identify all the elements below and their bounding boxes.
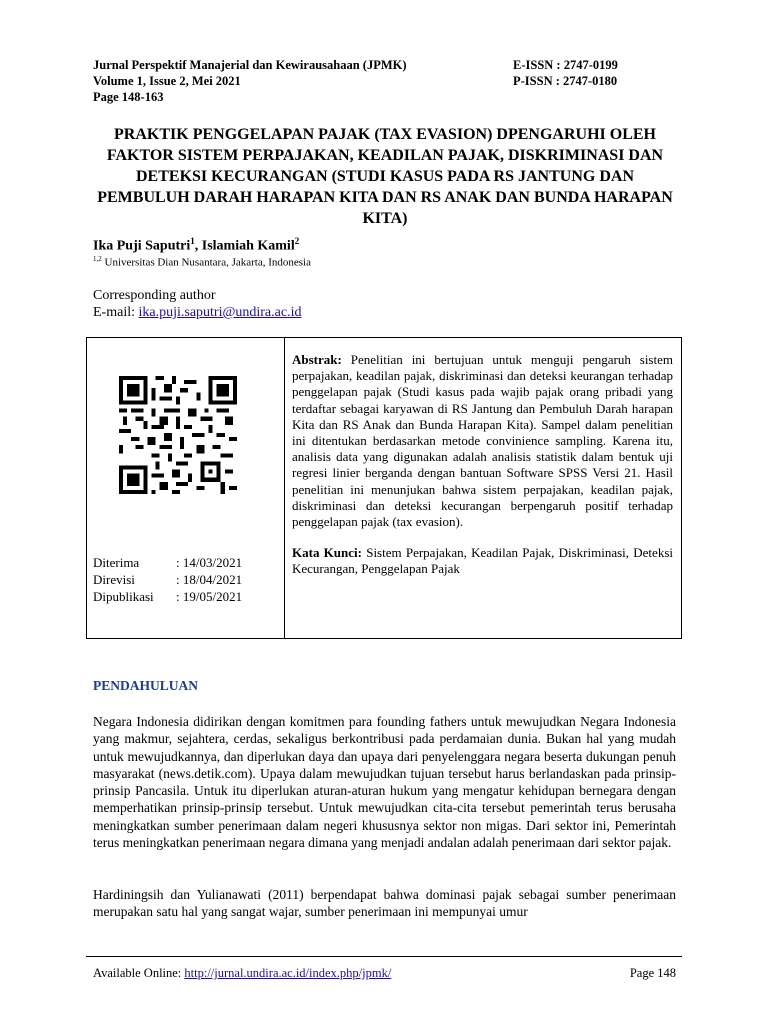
corresponding-author — [93, 287, 301, 321]
email-line — [93, 304, 301, 321]
affiliation-text: Universitas Dian Nusantara, Jakarta, Indonesia — [101, 256, 311, 269]
affiliation-sup: 1,2 — [93, 255, 102, 263]
author-2: Islamiah Kamil — [201, 238, 295, 254]
abstract-divider — [284, 338, 285, 638]
date-value: : 19/05/2021 — [176, 589, 243, 604]
eissn: E-ISSN : 2747-0199 — [513, 58, 618, 72]
footer-page-number: Page 148 — [629, 966, 676, 980]
abstract-label: Abstrak: — [292, 352, 342, 367]
author-1: Ika Puji Saputri — [93, 238, 191, 254]
author-1-sup: 1 — [190, 236, 195, 246]
abstract-body — [292, 352, 673, 530]
keywords — [292, 545, 673, 577]
footer-url-link[interactable]: http://jurnal.undira.ac.id/index.php/jpmk/ — [184, 966, 392, 980]
qr-code-icon — [119, 376, 237, 494]
date-value: : 18/04/2021 — [176, 572, 243, 587]
author-2-sup: 2 — [294, 236, 300, 246]
date-row — [93, 554, 242, 571]
abstract-text: Penelitian ini bertujuan untuk menguji pengaruh sistem perpajakan, keadilan pajak, diskriminasi dan deteksi keurangan terhadap penggelapan pajak (Studi kasus pada wajib pajak orang pribadi yang terdaftar sebagai karyawan di RS Jantung dan Pembuluh Darah harapan Kita dan RS Anak dan Bunda Harapan Kita). Sampel dalam penelitian ini ditentukan berdasarkan metode convinience sampling. Karena itu, analisis data yang digunakan adalah analisis statistik dalam bentuk uji regresi linier berganda dengan bantuan Software SPSS Versi 21. Hasil penelitian ini menunjukan bahwa sistem perpajakan, keadilan pajak, diskriminasi dan deteksi kecurangan berpengaruh positif terhadap penggelapan pajak (tax evasion). — [292, 352, 673, 530]
journal-pages: Page 148-163 — [93, 90, 164, 104]
keywords-text: Sistem Perpajakan, Keadilan Pajak, Diskriminasi, Deteksi Kecurangan, Penggelapan Pajak — [292, 545, 673, 577]
date-row — [93, 571, 242, 588]
section-heading: PENDAHULUAN — [93, 678, 199, 693]
journal-name: Jurnal Perspektif Manajerial dan Kewirausahaan (JPMK) — [93, 58, 407, 72]
abstract — [292, 352, 673, 578]
journal-header — [93, 57, 407, 105]
email-label: E-mail: — [93, 305, 139, 320]
date-row — [93, 588, 242, 605]
keywords-label: Kata Kunci: — [292, 545, 362, 561]
date-label: Direvisi — [93, 572, 135, 587]
author-separator: , — [194, 238, 202, 254]
journal-volume: Volume 1, Issue 2, Mei 2021 — [93, 74, 241, 88]
journal-issn — [513, 57, 618, 89]
pissn: P-ISSN : 2747-0180 — [513, 74, 618, 88]
article-dates — [93, 554, 242, 605]
footer-available-label: Available Online: — [93, 966, 185, 980]
date-label: Diterima — [93, 555, 140, 570]
authors — [93, 236, 299, 255]
email-link[interactable]: ika.puji.saputri@undira.ac.id — [138, 305, 302, 320]
paragraph-2: Hardiningsih dan Yulianawati (2011) berpendapat bahwa dominasi pajak sebagai sumber penerimaan merupakan satu hal yang sangat wajar, sumber penerimaan ini mempunyai umur — [93, 887, 676, 920]
paper-title: PRAKTIK PENGGELAPAN PAJAK (TAX EVASION) DPENGARUHI OLEH FAKTOR SISTEM PERPAJAKAN, KEADILAN PAJAK, DISKRIMINASI DAN DETEKSI KECURANGAN (STUDI KASUS PADA RS JANTUNG DAN PEMBULUH DARAH HARAPAN KITA DAN RS ANAK DAN BUNDA HARAPAN KITA) — [97, 126, 673, 227]
footer-available — [93, 966, 391, 981]
abstract-box — [86, 337, 682, 639]
corresponding-label: Corresponding author — [93, 288, 216, 303]
date-value: : 14/03/2021 — [176, 555, 243, 570]
affiliation — [93, 255, 311, 269]
paragraph-1: Negara Indonesia didirikan dengan komitmen para founding fathers untuk mewujudkan Negara Indonesia yang makmur, sejahtera, cerdas, sekaligus berkontribusi pada perdamaian dunia. Bukan hal yang mudah untuk mewujudkannya, dan diperlukan daya dan upaya dari penyelenggara negara beserta dukungan penuh masyarakat (news.detik.com). Upaya dalam mewujudkan tujuan tersebut harus berlandaskan pada prinsip-prinsip Pancasila. Untuk itu diperlukan aturan-aturan hukum yang mengatur kehidupan bernegara dengan memperhatikan prinsip-prinsip tersebut. Untuk mewujudkan cita-cita tersebut pemerintah terus berusaha meningkatkan sumber penerimaan dalam negeri khususnya sektor non migas. Dari sektor ini, Pemerintah terus meningkatkan penerimaan negara dimana yang menjadi andalan adalah penerimaan dari sektor pajak. — [93, 714, 676, 851]
date-label: Dipublikasi — [93, 589, 154, 604]
footer-divider — [86, 956, 682, 957]
